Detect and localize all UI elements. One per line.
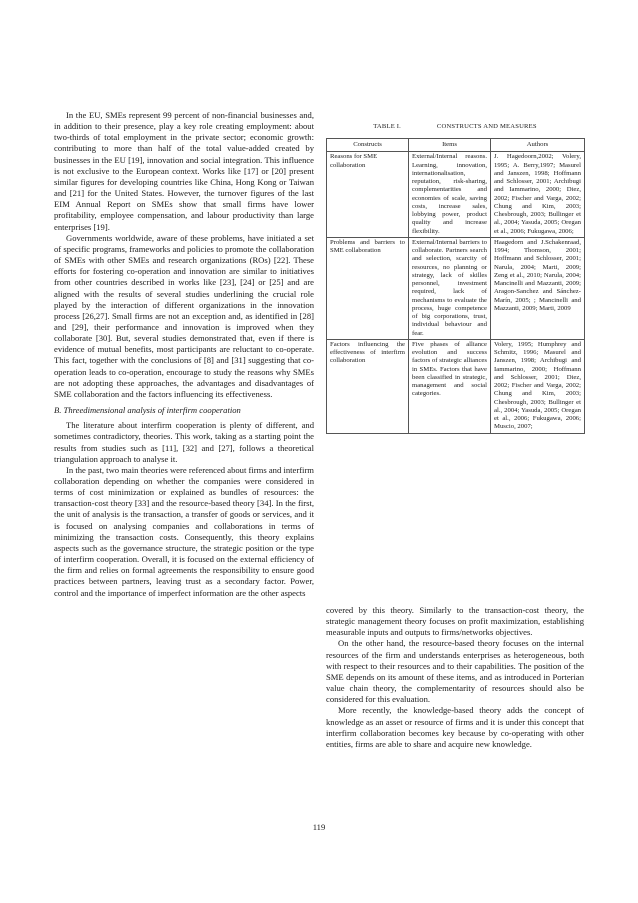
table-row (327, 152, 585, 238)
paragraph-2: Governments worldwide, aware of these problems, have initiated a set of specific programs, frameworks and policies to promote the collaboration of SMEs with other SMEs and research organizations (ROs) [22]. These efforts for fostering co-operation and innovation are similar to initiatives from other countries described in works like [23], [24] or [25] and are aligned with the results of several studies underlining the crucial role played by the interaction of different organizations in the innovation process [26,27]. Small firms are not an exception and, as identified in [28] and [29], their performance and innovation is improved when they collaborate [30]. But, several studies demonstrated that, even if there is evidence of mutual benefits, most participants are reluctant to co-operate. This fact, together with the conclusions of [8] and [31] suggesting that co-operation leads to co-operation, encourage to study the reasons why SMEs are not adopting these approaches, the advantages and disadvantages of SME collaboration and the factors influencing its effectiveness. (54, 232, 314, 399)
authors-cell: Volery, 1995; Humphrey and Schmitz, 1996; Masurel and Janszen, 1998; Archibugi and Iammarino, 2000; Hoffmann and Schlosser, 2001; Diez, 2002; Fischer and Varga, 2002; Chung and Kim, 2003; Chesbrough, 2003; Bullinger et al., 2004; Yasuda, 2005; Oregan et al., 2006; Fukugawa, 2006; Muscio, 2007; (491, 339, 585, 433)
page-number: 119 (312, 822, 326, 832)
paragraph-5: covered by this theory. Similarly to the transaction-cost theory, the strategic management theory focuses on profit maximization, establishing measurable inputs and outputs to firms/networks objectives. (326, 605, 584, 638)
left-column (54, 110, 314, 599)
construct-cell: Factors influencing the effectiveness of interfirm collaboration (327, 339, 409, 433)
items-cell: External/Internal reasons. Learning, innovation, internationalisation, reputation, risk-sharing, complementarities and economies of scale, saving costs, increase sales, lobbying power, product quality and increase flexibility. (409, 152, 491, 238)
authors-cell: Haagedorn and J.Schakenraad, 1994; Thomson, 2001; Hoffmann and Schlosser, 2001; Narula, 2004; Marti, 2009; Zeng et al., 2010; Narula, 2004; Mancinelli and Mazzanti, 2009; Aragon-Sanchez and Sánchez-Marín, 2005; ; Mancinelli and Mazzanti, 2009; Marti, 2009 (491, 237, 585, 339)
header-items: Items (409, 139, 491, 152)
paragraph-7: More recently, the knowledge-based theory adds the concept of knowledge as an asset or resource of firms and it is under this concept that interfirm collaboration becomes key because by co-operating with other entities, firms are able to share and acquire new knowledge. (326, 705, 584, 749)
table-row (327, 237, 585, 339)
paragraph-1: In the EU, SMEs represent 99 percent of non-financial businesses and, in addition to their presence, play a key role creating employment: about two-thirds of total employment in the private sector; economic growth: contributing to more than half of the total value-added created by businesses in the EU [19], innovation and social integration. This influence is not exclusive to the European context. Works like [17] or [20] present similar figures for developing countries like China, Hong Kong or Taiwan and [21] for the United States. However, the turnover figures of the last EIM Annual Report on SMEs show that small firms have lower profitability, employee compensation, and labour productivity than large enterprises [19]. (54, 110, 314, 232)
header-constructs: Constructs (327, 139, 409, 152)
header-authors: Authors (491, 139, 585, 152)
table-number: TABLE I. (373, 123, 402, 130)
paragraph-6: On the other hand, the resource-based theory focuses on the internal resources of the firm and understands enterprises as heterogeneous, both with respect to their resources and to their capabilities. The position of the SME depends on its amount of these items, and as introduced in Porterian value chain theory, the complementarity of resources should also be considered for this evaluation. (326, 638, 584, 705)
table-title: CONSTRUCTS AND MEASURES (436, 123, 537, 130)
paragraph-4: In the past, two main theories were referenced about firms and interfirm collaboration depending on whether the companies were considered in terms of cost minimization or explained as bundles of resources: the transaction-cost theory [33] and the resource-based theory [34]. In the first, the unit of analysis is the transaction, a transfer of goods or services, and it is focused on analysing companies and collaborations in terms of minimizing the transaction costs. Consequently, this theory explains aspects such as the governance structure, the strategic position or the type of interfirm cooperation. Overall, it is focused on the external efficiency of the firm and relies on formal agreements the responsibility to ensure good practices between partners, leaving trust as a secondary factor. Power, control and the importance of imperfect information are the other aspects (54, 464, 314, 598)
construct-cell: Problems and barriers to SME collaboration (327, 237, 409, 339)
authors-cell: J. Hagedoorn,2002; Volery, 1995; A. Berry,1997; Masurel and Janszen, 1998; Hoffmann and Schlosser, 2001; Archibugi and Iammarino, 2000; Diez, 2002; Fischer and Varga, 2002; Chung and Kim, 2003; Chesbrough, 2003; Bullinger et al., 2004; Yasuda, 2005; Oregan et al., 2006; Fukugawa, 2006; (491, 152, 585, 238)
section-heading-b: B. Threedimensional analysis of interfirm cooperation (54, 405, 241, 416)
constructs-table (326, 138, 585, 434)
right-column-text (326, 605, 584, 750)
paragraph-3: The literature about interfirm cooperation is plenty of different, and sometimes contradictory, theories. This work, taking as a starting point the results from studies such as [11], [32] and [27], follows a theoretical triangulation approach to analyse it. (54, 420, 314, 464)
items-cell: Five phases of alliance evolution and success factors of strategic alliances in SMEs. Factors that have been classified in strategic, management and social categories. (409, 339, 491, 433)
table-row (327, 339, 585, 433)
table-header-row (327, 139, 585, 152)
table-caption (326, 123, 584, 130)
construct-cell: Reasons for SME collaboration (327, 152, 409, 238)
items-cell: External/Internal barriers to collaborate. Partners search and selection, scarcity of resources, no planning or strategy, lack of skilles personnel, investment required, lack of mechanisms to evaluate the process, huge competence of big corporations, trust, individual behaviour and fear. (409, 237, 491, 339)
